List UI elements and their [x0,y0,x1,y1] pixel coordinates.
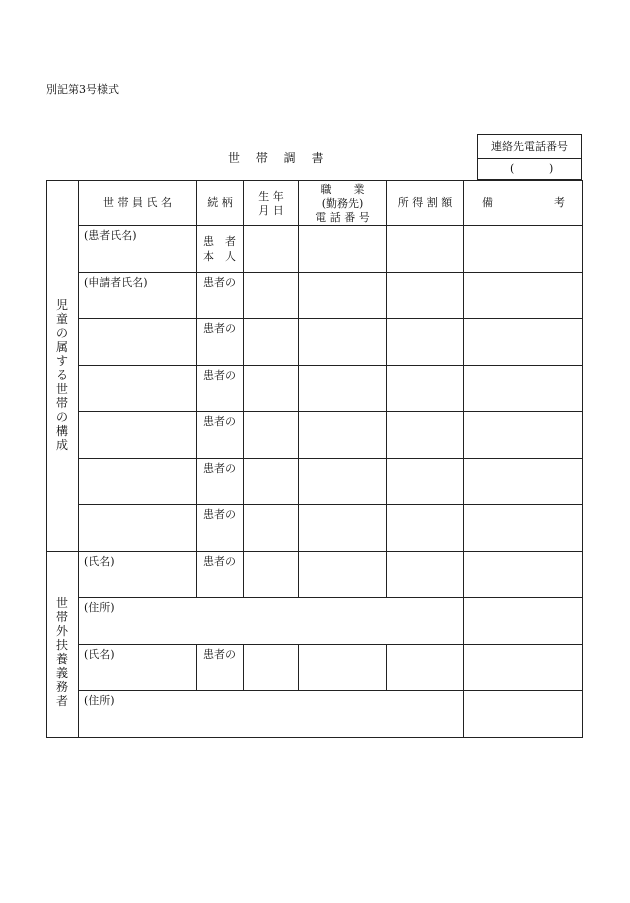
header-income: 所 得 割 額 [397,196,453,209]
relation-label: 患者の [203,462,236,475]
relation-label: 患者の [203,648,236,661]
outside-name-label: (氏名) [84,555,115,568]
outside-address-label: (住所) [84,694,115,707]
header-birth-2: 月 日 [258,204,284,217]
relation-label: 患者の [203,508,236,521]
patient-name-label: (患者氏名) [84,229,137,242]
outside-name-label: (氏名) [84,648,115,661]
header-job-2: (勤務先) [321,197,364,210]
self-label-1: 患 者 [203,235,236,248]
contact-phone-label: 連絡先電話番号 [478,135,581,159]
document-title: 世 帯 調 書 [228,151,330,165]
relation-label: 患者の [203,415,236,428]
applicant-name-label: (申請者氏名) [84,276,148,289]
relation-label: 患者の [203,322,236,335]
relation-label: 患者の [203,369,236,382]
header-job-3: 電 話 番 号 [315,211,370,224]
paren-close: ) [549,162,554,175]
paren-open: ( [510,162,515,175]
section-outside-label: 世帯外扶養義務者 [55,596,68,708]
self-label-2: 本 人 [203,250,236,263]
header-relation: 続 柄 [207,196,233,209]
header-name: 世 帯 員 氏 名 [103,196,172,209]
outside-address-label: (住所) [84,601,115,614]
header-remarks-1: 備 [482,196,493,209]
relation-label: 患者の [203,555,236,568]
header-birth-1: 生 年 [258,190,284,203]
header-job-1: 職 業 [320,183,365,196]
header-remarks-2: 考 [554,196,565,209]
relation-label: 患者の [203,276,236,289]
section-household-label: 児童の属する世帯の構成 [55,298,68,452]
form-id: 別記第3号様式 [46,83,119,96]
